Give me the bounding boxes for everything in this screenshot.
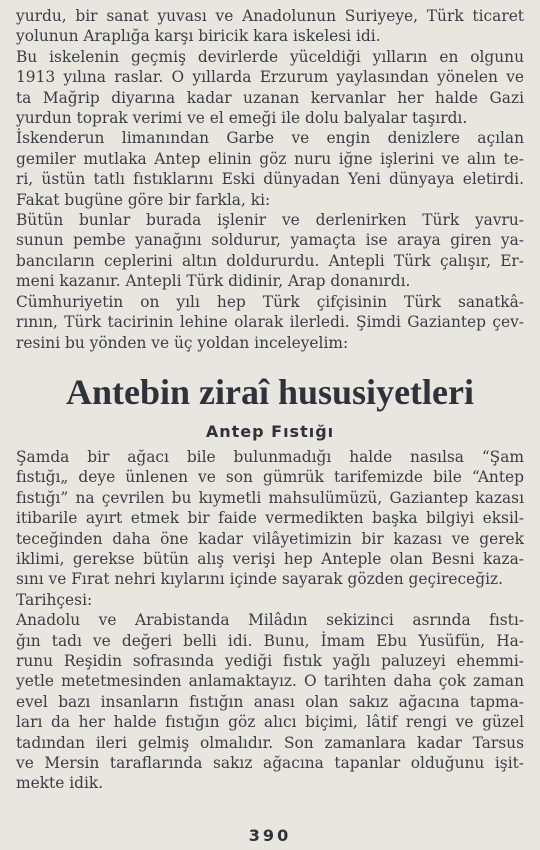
text-line: sunun pembe yanağını soldurur, yamaçta ise araya giren ya- (16, 231, 524, 250)
text-line: iklimi, gerekse bütün alış verişi hep Anteple olan Besni kaza- (16, 549, 524, 568)
body-text-bottom (16, 447, 524, 794)
page-number: 390 (248, 826, 292, 845)
paragraph-p3 (16, 128, 524, 210)
paragraph-p7 (16, 590, 524, 610)
text-line: Anadolu ve Arabistanda Milâdın sekizinci asrında fıstı- (16, 611, 524, 630)
text-line: ri, üstün tatlı fıstıklarını Eski dünyadan Yeni dünyaya eletirdi. (16, 170, 524, 189)
text-line: tadından ileri gelmiş olmalıdır. Son zamanlara kadar Tarsus (16, 733, 524, 752)
paragraph-p4 (16, 210, 524, 292)
text-line: rının, Türk tacirinin lehine olarak ilerledi. Şimdi Gaziantep çev- (16, 313, 524, 332)
text-line: yetle metetmesinden anlamaktayız. O tarihten daha çok zaman (16, 672, 524, 691)
text-line: sını ve Fırat nehri kıylarını içinde sayarak gözden geçireceğiz. (16, 570, 503, 589)
text-line: Tarihçesi: (16, 590, 93, 609)
paragraph-p5 (16, 292, 524, 353)
text-line: yurdu, bir sanat yuvası ve Anadolunun Suriyeye, Türk ticaret (16, 7, 524, 25)
text-line: Bu iskelenin geçmiş devirlerde yüceldiği yılların en olgunu (16, 47, 524, 66)
text-line: yurdun toprak verimi ve el emeği ile dolu balyalar taşırdı. (16, 109, 468, 128)
text-line: mekte idik. (16, 774, 104, 793)
text-line: Fakat bugüne göre bir farkla, ki: (16, 190, 271, 209)
sub-title: Antep Fıstığı (205, 421, 335, 441)
text-line: teceğinden daha öne kadar vilâyetimizin bir kazası ve gerek (16, 529, 524, 548)
paragraph-p8 (16, 610, 524, 794)
text-line: gemiler mutlaka Antep elinin göz nuru iğne işlerini ve alın te- (16, 149, 524, 168)
text-line: ğın tadı ve değeri belli idi. Bunu, İmam Ebu Yusüfün, Ha- (16, 631, 524, 650)
text-line: Şamda bir ağacı bile bulunmadığı halde nasılsa “Şam (16, 447, 524, 466)
paragraph-p6 (16, 447, 524, 590)
text-line: ve Mersin taraflarında sakız ağacına tapanlar olduğunu işit- (16, 754, 524, 772)
text-line: ta Mağrip diyarına kadar uzanan kervanlar her halde Gazi (16, 88, 524, 107)
text-line: Cümhuriyetin on yılı hep Türk çifçisinin Türk sanatkâ- (16, 292, 524, 311)
text-line: runu Reşidin sofrasında yediği fıstık yağlı paluzeyi ehemmi- (16, 651, 524, 670)
section-title: Antebin ziraî hususiyetleri (65, 371, 474, 412)
text-line: yolunun Araplığa karşı biricik kara iskelesi idi. (16, 27, 381, 46)
text-line: Bütün bunlar burada işlenir ve derlenirken Türk yavru- (16, 211, 524, 230)
text-line: bancıların ceplerini altın doldururdu. Antepli Türk çalışır, Er- (16, 251, 524, 270)
text-line: 1913 yılına raslar. O yıllarda Erzurum yaylasından yönelen ve (16, 68, 524, 87)
paragraph-p2 (16, 47, 524, 129)
text-line: resini bu yönden ve üç yoldan inceleyelim: (16, 333, 349, 352)
paragraph-p1 (16, 6, 524, 47)
body-text-top (16, 6, 524, 353)
text-line: meni kazanır. Antepli Türk didinir, Arap donanırdı. (16, 272, 411, 291)
text-line: fıstığı” na çevrilen bu kıymetli mahsulümüzü, Gaziantep kazası (16, 488, 524, 507)
text-line: evel bazı insanların fıstığın anası olan sakız ağacına tapma- (16, 692, 524, 711)
text-line: ları da her halde fıstığın göz alıcı biçimi, lâtif rengi ve güzel (16, 713, 524, 732)
text-line: İskenderun limanından Garbe ve engin denizlere açılan (16, 129, 524, 148)
text-line: itibarile ayırt etmek bir faide vermedikten başka bilgiyi eksil- (16, 509, 524, 528)
text-line: fıstığı„ deye ünlenen ve son gümrük tarifemizde bile “Antep (16, 468, 524, 487)
